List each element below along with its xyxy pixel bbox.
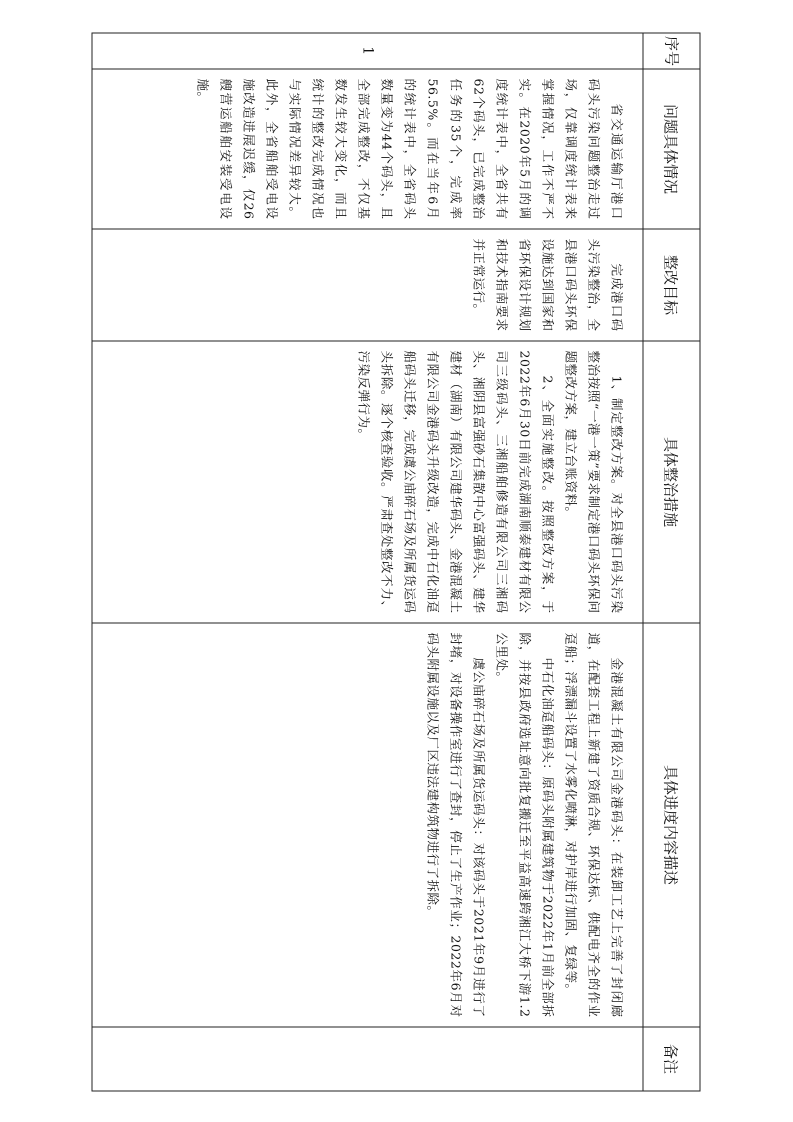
goal-text: 完成港口码头污染整治，全县港口码头环保设施达到国家和省环保设计规划和技术指南要求并正常运行。 [471,238,625,331]
rectification-table [92,32,701,1091]
rotated-table-page [92,32,701,1090]
table-header-row [643,33,700,1091]
cell-goal [92,229,643,341]
progress-item-2: 中石化油趸船码头：原码头附属建筑物于2022年1月前全部拆除，并按县政府选址意向批复搬迁至平益高速跨湘江大桥下游1.2公里处。 [494,632,556,1017]
cell-measures [92,341,643,623]
cell-seq: 1 [92,33,643,69]
progress-item-3: 虞公庙碎石场及所属货运码头：对该码头于2021年9月进行了封堵，对设备操作室进行了查封，停止了生产作业；2022年6月对码头附属设施以及厂区违法建构筑物进行了拆除。 [425,632,487,1017]
header-problem: 问题具体情况 [643,69,700,229]
measure-item-2: 2、全面实施整改。按照整改方案，于2022年6月30日前完成湖南顺泰建材有限公司三级码头、三湘船舶修造有限公司三湘码头、湘阴县富强砂石集散中心富强码头、建华建材（湖南）有限公司建华码头、金港混凝土有限公司金港码头升级改造，完成中石化油趸船码头迁移，完成虞公庙碎石场及所属货运码头拆除。逐个核查验收。严肃查处整改不力、污染反弹行为。 [356,350,556,613]
header-goal: 整改目标 [643,229,700,341]
header-progress: 具体进度内容描述 [643,623,700,1027]
progress-item-1: 金港混凝土有限公司金港码头：在装卸工艺上完善了封闭廊道，在配套工程上新建了资质合规、环保达标、供配电齐全的作业趸船；浮漂漏斗设置了水雾化喷淋，对护岸进行加固、复绿等。 [563,632,625,1017]
table-row [92,33,643,1091]
cell-progress [92,623,643,1027]
cell-remarks [92,1027,643,1091]
header-measures: 具体整治措施 [643,341,700,623]
measure-item-1: 1、制定整改方案。对全县港口码头污染整治按照“一港一策”要求制定港口码头环保问题整改方案，建立台账资料。 [563,350,625,613]
cell-problem [92,69,643,229]
header-remarks: 备注 [643,1027,700,1091]
problem-text: 省交通运输厅港口码头污染问题整治走过场，仅靠调度统计表来掌握情况，工作不严不实。在2020年5月的调度统计表中，全省共有62个码头，已完成整治任务的35个，完成率56.5%。而在当年6月的统计表中，全省码头数量变为44个码头，且全部完成整改，不仅基数发生较大变化，而且统计的整改完成情况也与实际情况差异较大。此外，全省船舶受电设施改造进展迟缓，仅26艘营运船舶安装受电设施。 [195,78,625,219]
header-seq: 序号 [643,33,700,69]
